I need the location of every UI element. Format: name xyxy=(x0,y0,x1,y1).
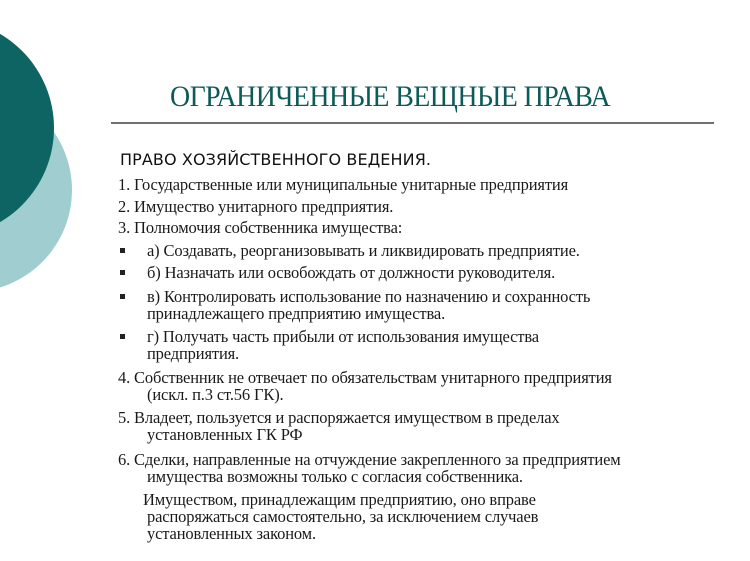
note-line-2: распоряжаться самостоятельно, за исключением случаев xyxy=(147,507,539,526)
bullet-item-v-line-1: в) Контролировать использование по назначению и сохранность xyxy=(147,287,591,306)
bullet-item-a: а) Создавать, реорганизовывать и ликвидировать предприятие. xyxy=(147,241,580,260)
slide-title: ОГРАНИЧЕННЫЕ ВЕЩНЫЕ ПРАВА xyxy=(170,80,611,113)
bullet-item-g-line-1: г) Получать часть прибыли от использования имущества xyxy=(147,327,539,346)
bullet-icon xyxy=(120,248,125,253)
bullet-icon xyxy=(120,270,125,275)
list-item-1: 1. Государственные или муниципальные унитарные предприятия xyxy=(118,175,569,194)
note-line-1: Имуществом, принадлежащим предприятию, оно вправе xyxy=(143,490,536,509)
list-item-6-line-2: имущества возможны только с согласия собственника. xyxy=(147,467,523,486)
title-divider xyxy=(111,122,714,124)
list-item-6-line-1: 6. Сделки, направленные на отчуждение закрепленного за предприятием xyxy=(118,450,621,469)
bullet-icon xyxy=(120,294,125,299)
bullet-icon xyxy=(120,334,125,339)
note-line-3: установленных законом. xyxy=(147,524,316,543)
list-item-2: 2. Имущество унитарного предприятия. xyxy=(118,197,394,216)
bullet-item-g-line-2: предприятия. xyxy=(147,344,240,363)
list-item-3: 3. Полномочия собственника имущества: xyxy=(118,218,403,237)
list-item-4-line-1: 4. Собственник не отвечает по обязательствам унитарного предприятия xyxy=(118,368,612,387)
bullet-item-v-line-2: принадлежащего предприятию имущества. xyxy=(147,304,446,323)
list-item-5-line-2: установленных ГК РФ xyxy=(147,425,303,444)
bullet-item-b: б) Назначать или освобождать от должности руководителя. xyxy=(147,263,556,282)
list-item-4-line-2: (искл. п.3 ст.56 ГК). xyxy=(147,385,284,404)
section-heading: ПРАВО ХОЗЯЙСТВЕННОГО ВЕДЕНИЯ. xyxy=(120,150,432,169)
list-item-5-line-1: 5. Владеет, пользуется и распоряжается имуществом в пределах xyxy=(118,408,560,427)
